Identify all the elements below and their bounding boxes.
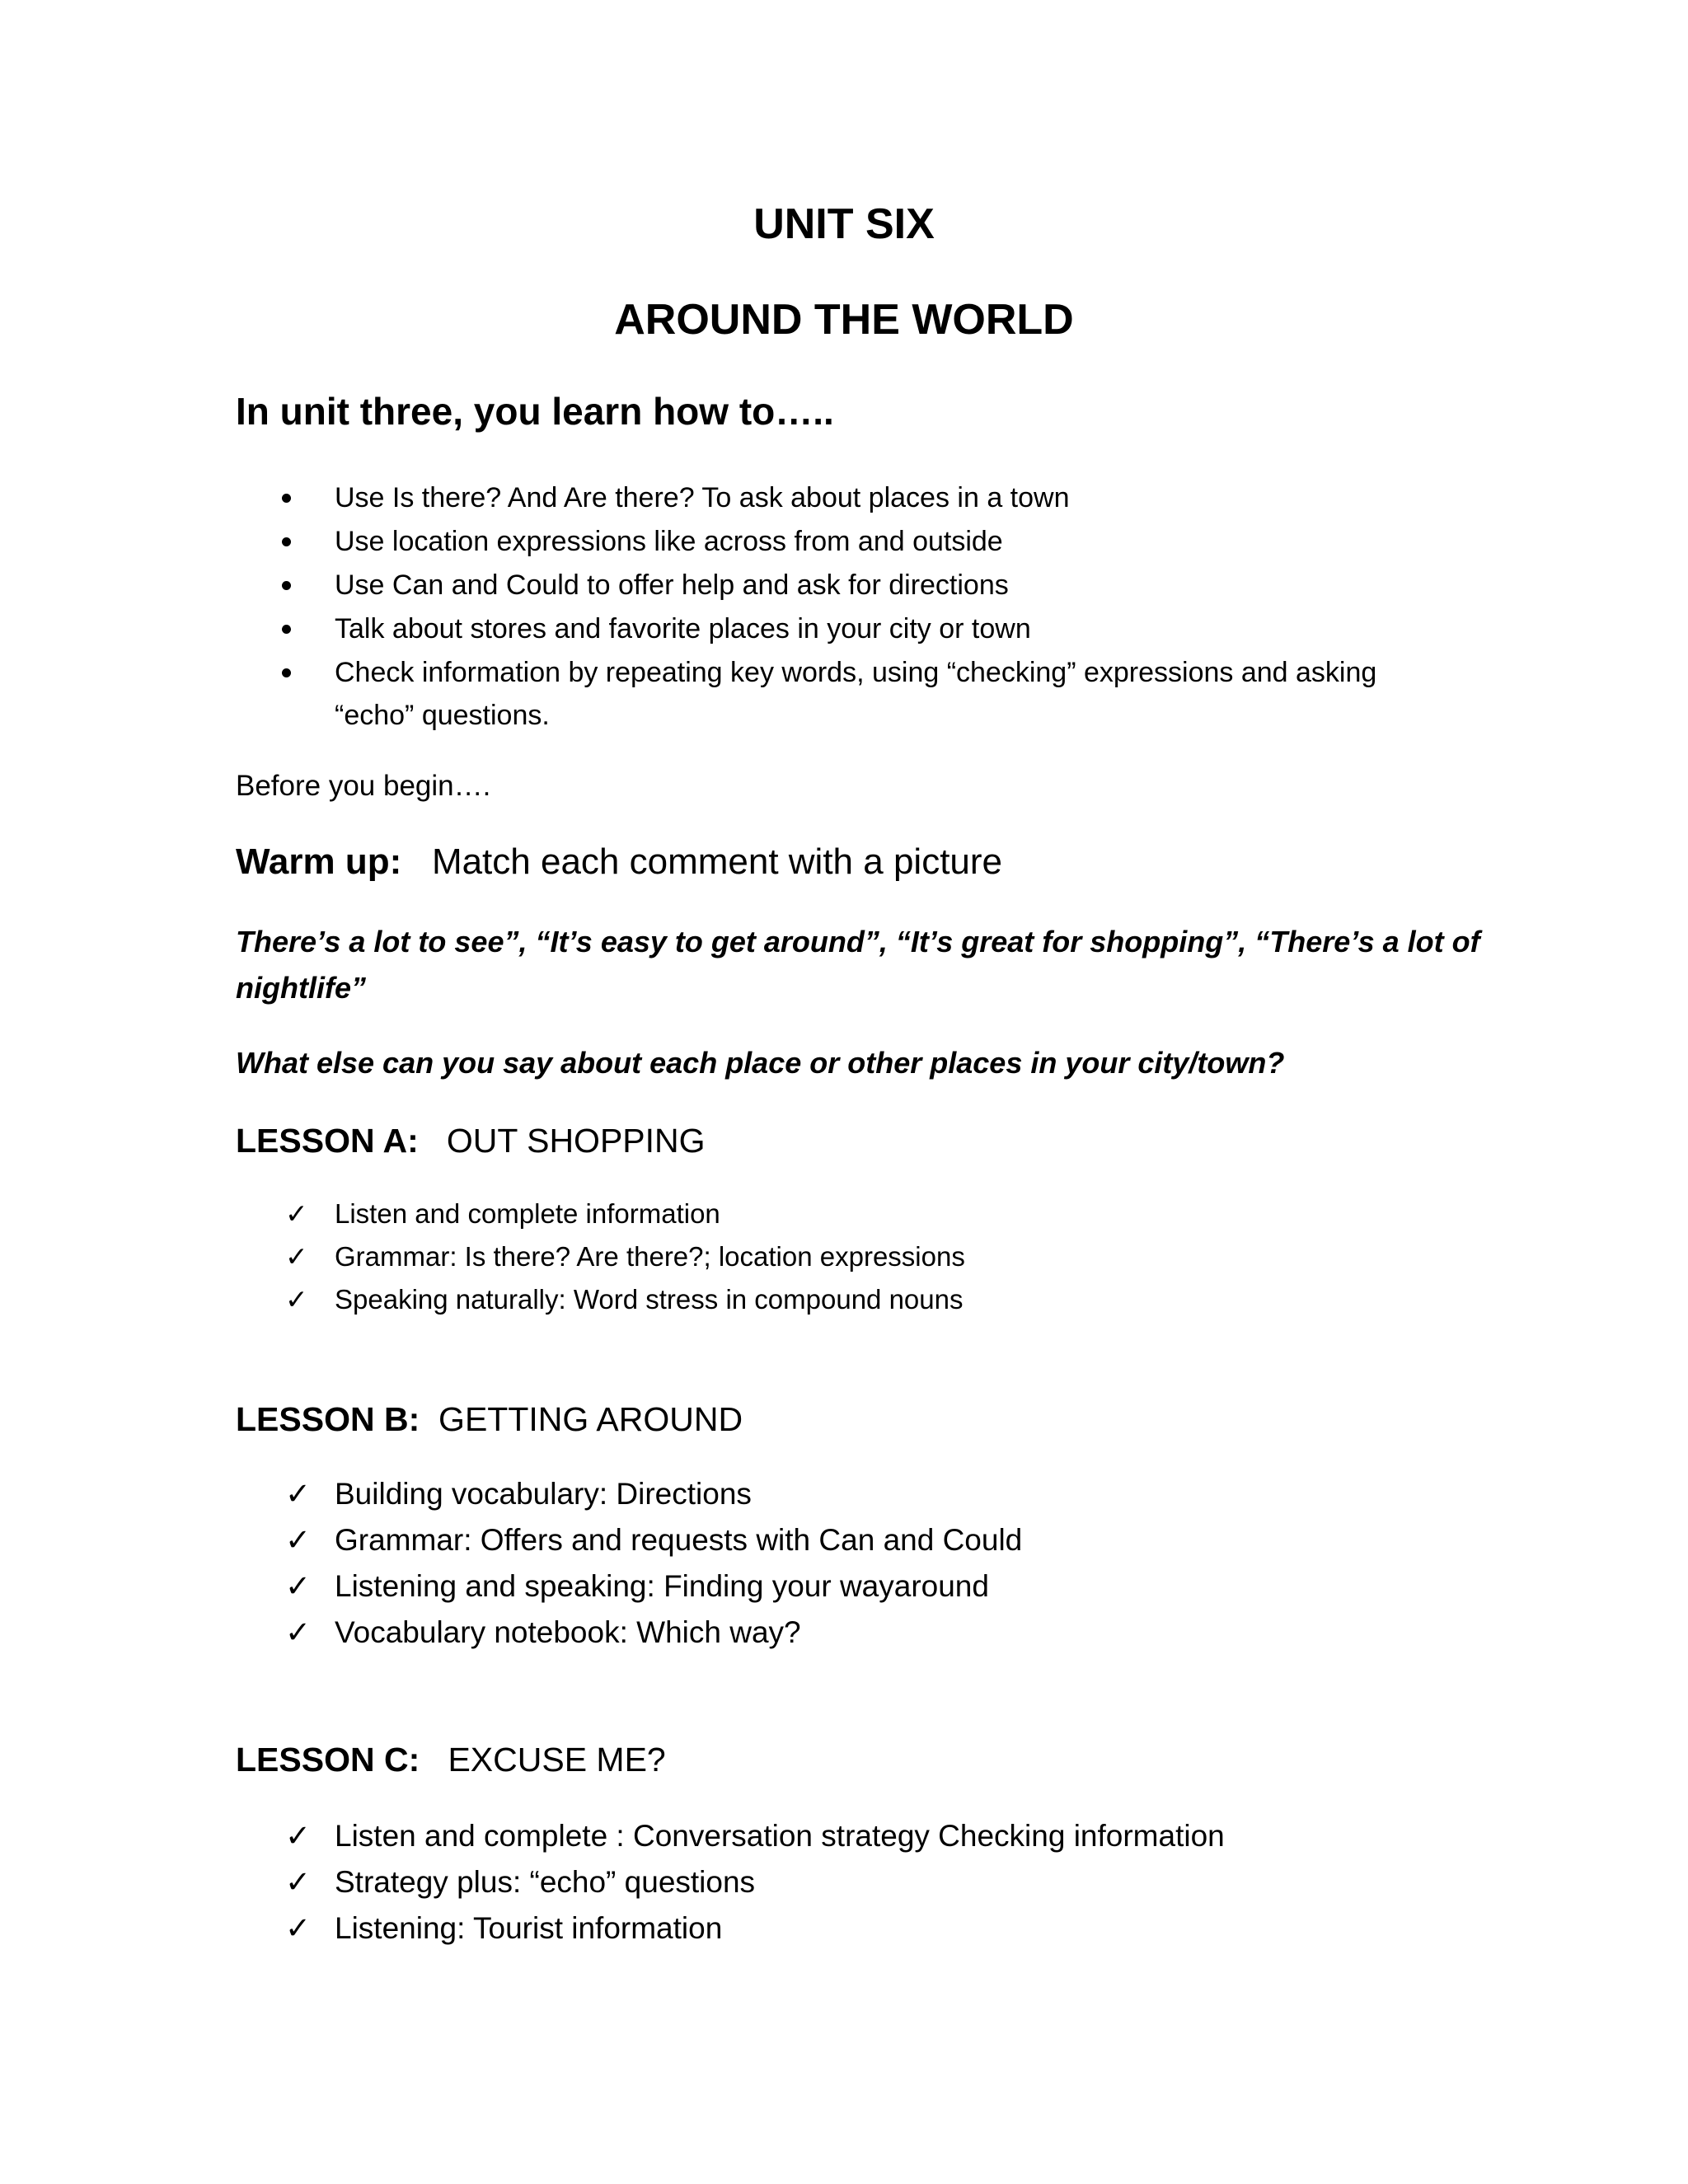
lesson-a-title: OUT SHOPPING (446, 1122, 706, 1160)
bullet-icon (282, 625, 291, 634)
unit-subtitle: AROUND THE WORLD (614, 296, 1074, 344)
checkmark-icon: ✓ (285, 1241, 308, 1272)
question-text: What else can you say about each place or other places in your city/town? (236, 1046, 1285, 1080)
lesson-item-text: Speaking naturally: Word stress in compound nouns (335, 1284, 964, 1315)
lesson-c-label: LESSON C: (236, 1741, 420, 1779)
checkmark-icon: ✓ (285, 1198, 308, 1229)
lesson-a-label: LESSON A: (236, 1122, 419, 1160)
checkmark-icon: ✓ (285, 1911, 312, 1945)
lesson-item-text: Listen and complete : Conversation strategy Checking information (335, 1819, 1225, 1853)
warm-up-text: Match each comment with a picture (431, 841, 1003, 882)
lesson-item-text: Grammar: Is there? Are there?; location expressions (335, 1241, 965, 1272)
lesson-item-text: Grammar: Offers and requests with Can and Could (335, 1523, 1023, 1557)
intro-heading: In unit three, you learn how to….. (236, 390, 834, 433)
checkmark-icon: ✓ (285, 1615, 312, 1649)
lesson-item-text: Listening and speaking: Finding your wayaround (335, 1569, 989, 1603)
unit-title: UNIT SIX (753, 200, 935, 248)
bullet-icon (282, 494, 291, 503)
bullet-icon (282, 537, 291, 546)
before-you-begin: Before you begin…. (236, 770, 491, 802)
warm-up (236, 838, 1002, 886)
comments-text: There’s a lot to see”, “It’s easy to get around”, “It’s great for shopping”, “There’s a lot of nightlife” (236, 925, 1480, 1005)
checkmark-icon: ✓ (285, 1865, 312, 1899)
lesson-item-text: Strategy plus: “echo” questions (335, 1865, 756, 1899)
warm-up-label: Warm up: (236, 841, 402, 882)
lesson-c-heading (236, 1736, 666, 1783)
objective-text: Use Is there? And Are there? To ask about places in a town (335, 482, 1070, 513)
lesson-item-text: Vocabulary notebook: Which way? (335, 1615, 801, 1649)
lesson-a-heading (236, 1118, 706, 1164)
lesson-item-text: Building vocabulary: Directions (335, 1477, 752, 1511)
checkmark-icon: ✓ (285, 1523, 312, 1557)
checkmark-icon: ✓ (285, 1284, 308, 1315)
lesson-item-text: Listen and complete information (335, 1198, 720, 1229)
bullet-icon (282, 581, 291, 590)
lesson-item-text: Listening: Tourist information (335, 1911, 723, 1945)
objective-text: Check information by repeating key words, using “checking” expressions and asking “echo” questions. (335, 657, 1377, 731)
checkmark-icon: ✓ (285, 1819, 312, 1853)
lesson-b-heading (236, 1396, 743, 1442)
lesson-c-title: EXCUSE ME? (448, 1741, 666, 1779)
lesson-b-title: GETTING AROUND (438, 1400, 743, 1438)
checkmark-icon: ✓ (285, 1569, 312, 1603)
lesson-b-label: LESSON B: (236, 1400, 420, 1438)
checkmark-icon: ✓ (285, 1477, 312, 1511)
objective-text: Use Can and Could to offer help and ask for directions (335, 569, 1009, 601)
objective-text: Use location expressions like across from and outside (335, 526, 1003, 557)
bullet-icon (282, 668, 291, 677)
objective-text: Talk about stores and favorite places in your city or town (335, 613, 1031, 644)
